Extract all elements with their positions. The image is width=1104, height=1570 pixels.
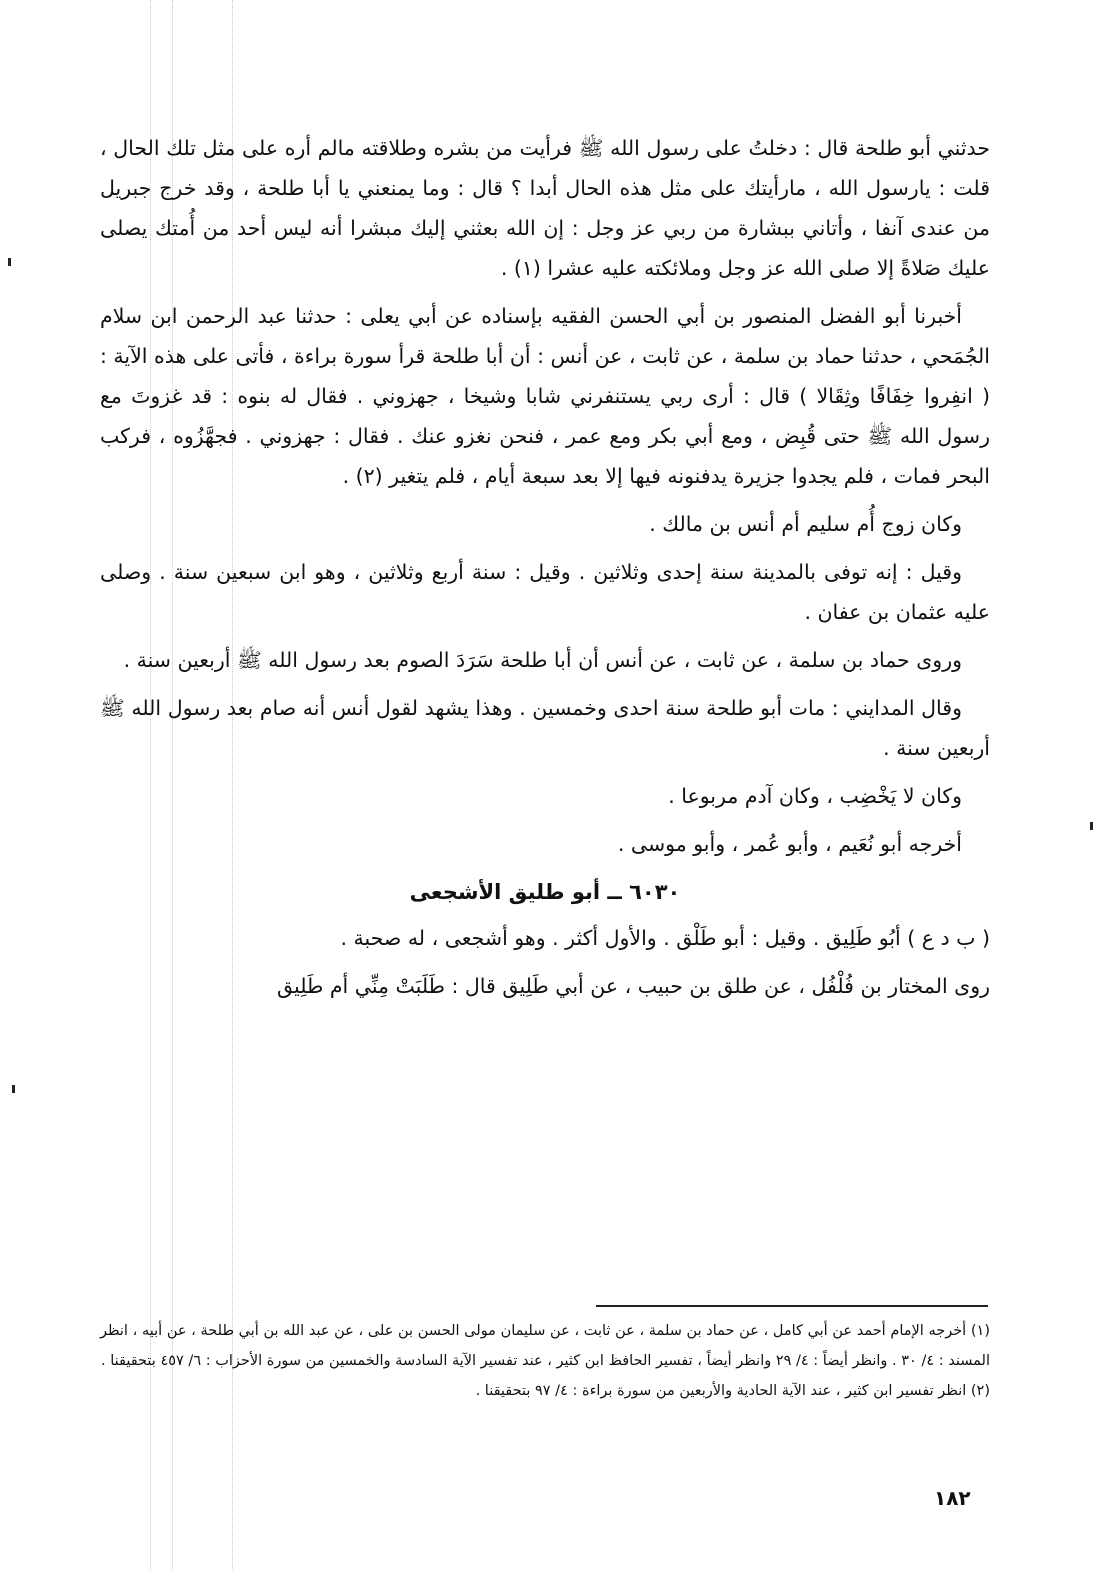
footnotes (100, 1316, 990, 1406)
paragraph: وكان لا يَخْضِب ، وكان آدم مربوعا . (668, 784, 962, 808)
paragraph: وقال المدايني : مات أبو طلحة سنة احدى وخمسين . وهذا يشهد لقول أنس أنه صام بعد رسول الله ﷺ أربعين سنة . (100, 696, 990, 760)
footnote-separator (596, 1305, 988, 1307)
paragraph: وروى حماد بن سلمة ، عن ثابت ، عن أنس أن أبا طلحة سَرَدَ الصوم بعد رسول الله ﷺ أربعين سنة . (123, 648, 962, 672)
scan-speck (12, 1085, 15, 1093)
paragraph: روى المختار بن فُلْفُل ، عن طلق بن حبيب ، عن أبي طَلِيق قال : طَلَبَتْ مِنِّي أم طَلِيق (276, 974, 990, 998)
paragraph: حدثني أبو طلحة قال : دخلتُ على رسول الله ﷺ فرأيت من بشره وطلاقته مالم أره على مثل تلك الحال ، قلت : يارسول الله ، مارأيتك على مثل هذه الحال أبدا ؟ قال : وما يمنعني يا أبا طلحة ، وقد خرج جبريل من عندى آنفا ، وأتاني ببشارة من ربي عز وجل : إن الله بعثني إليك مبشرا أنه ليس أحد من أُمتك يصلى عليك صَلاةً إلا صلى الله عز وجل وملائكته عليه عشرا (١) . (100, 136, 990, 280)
paragraph: أخرجه أبو نُعَيم ، وأبو عُمر ، وأبو موسى . (617, 832, 962, 856)
scan-speck (8, 258, 11, 266)
footnote: (٢) انظر تفسير ابن كثير ، عند الآية الحادية والأربعين من سورة براءة : ٤/ ٩٧ بتحقيقنا . (475, 1383, 990, 1399)
paragraph: ( ب د ع ) أبُو طَلِيق . وقيل : أبو طَلْق . والأول أكثر . وهو أشجعى ، له صحبة . (340, 926, 990, 950)
paragraph: أخبرنا أبو الفضل المنصور بن أبي الحسن الفقيه بإسناده عن أبي يعلى : حدثنا عبد الرحمن ابن سلام الجُمَحي ، حدثنا حماد بن سلمة ، عن ثابت ، عن أنس : أن أبا طلحة قرأ سورة براءة ، فأتى على هذه الآية : ( انفِروا خِفَافًا وثِقَالا ) قال : أرى ربي يستنفرني شابا وشيخا ، جهزوني . فقال له بنوه : قد غزوتَ مع رسول الله ﷺ حتى قُبِض ، ومع أبي بكر ومع عمر ، فنحن نغزو عنك . فقال : جهزوني . فجهَّزُوه ، فركب البحر فمات ، فلم يجدوا جزيرة يدفنونه فيها إلا بعد سبعة أيام ، فلم يتغير (٢) . (100, 304, 990, 488)
footnote: (١) أخرجه الإمام أحمد عن أبي كامل ، عن حماد بن سلمة ، عن ثابت ، عن سليمان مولى الحسن بن على ، عن عبد الله بن أبي طلحة ، عن أبيه ، انظر المسند : ٤/ ٣٠ . وانظر أيضاً : ٤/ ٢٩ وانظر أيضاً ، تفسير الحافظ ابن كثير ، عند تفسير الآية السادسة والخمسين من سورة الأحزاب : ٦/ ٤٥٧ بتحقيقنا . (100, 1323, 990, 1369)
page-body (100, 128, 990, 1014)
entry-heading: ٦٠٣٠ ــ أبو طليق الأشجعى (409, 880, 681, 904)
scan-speck (1090, 822, 1093, 830)
page-number: ١٨٢ (934, 1486, 971, 1510)
paragraph: وكان زوج أُم سليم أم أنس بن مالك . (649, 512, 962, 536)
paragraph: وقيل : إنه توفى بالمدينة سنة إحدى وثلاثين . وقيل : سنة أربع وثلاثين ، وهو ابن سبعين سنة . وصلى عليه عثمان بن عفان . (100, 560, 990, 624)
